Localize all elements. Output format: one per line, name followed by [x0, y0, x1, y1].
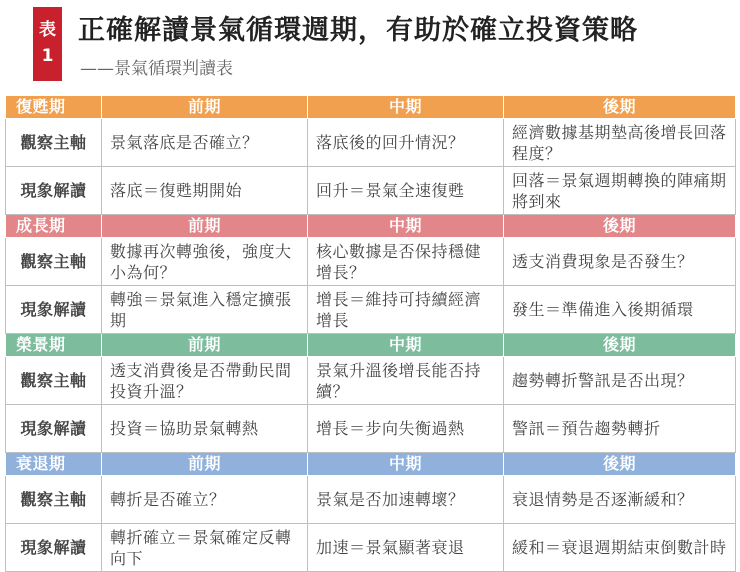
column-middle: 中期 [308, 334, 504, 357]
table-cell: 數據再次轉強後，強度大小為何？ [102, 238, 308, 286]
table-cell: 景氣升溫後增長能否持續？ [308, 357, 504, 405]
header [0, 0, 740, 92]
phase-header-row [6, 453, 736, 476]
column-middle: 中期 [308, 215, 504, 238]
phase-header-row [6, 215, 736, 238]
table-number-badge [33, 7, 62, 81]
row-label-focus: 觀察主軸 [6, 119, 102, 167]
row-label-interpret: 現象解讀 [6, 286, 102, 334]
table-row [6, 167, 736, 215]
table-row [6, 524, 736, 572]
table-cell: 增長＝維持可持續經濟增長 [308, 286, 504, 334]
table-cell: 增長＝步向失衡過熱 [308, 405, 504, 453]
table-row [6, 405, 736, 453]
table-cell: 透支消費現象是否發生？ [504, 238, 736, 286]
phase-header-row [6, 334, 736, 357]
table-cell: 轉強＝景氣進入穩定擴張期 [102, 286, 308, 334]
phase-name: 成長期 [6, 215, 102, 238]
row-label-focus: 觀察主軸 [6, 238, 102, 286]
table-row [6, 238, 736, 286]
table-cell: 景氣落底是否確立？ [102, 119, 308, 167]
row-label-interpret: 現象解讀 [6, 167, 102, 215]
table-cell: 投資＝協助景氣轉熱 [102, 405, 308, 453]
column-middle: 中期 [308, 453, 504, 476]
row-label-focus: 觀察主軸 [6, 357, 102, 405]
table-cell: 衰退情勢是否逐漸緩和？ [504, 476, 736, 524]
table-cell: 發生＝準備進入後期循環 [504, 286, 736, 334]
table-cell: 透支消費後是否帶動民間投資升溫？ [102, 357, 308, 405]
table-cell: 回落＝景氣週期轉換的陣痛期將到來 [504, 167, 736, 215]
table-cell: 景氣是否加速轉壞？ [308, 476, 504, 524]
row-label-focus: 觀察主軸 [6, 476, 102, 524]
table-cell: 趨勢轉折警訊是否出現？ [504, 357, 736, 405]
badge-label: 表 [39, 20, 56, 40]
table-cell: 核心數據是否保持穩健增長？ [308, 238, 504, 286]
table-row [6, 119, 736, 167]
phase-name: 復甦期 [6, 96, 102, 119]
column-late: 後期 [504, 96, 736, 119]
column-middle: 中期 [308, 96, 504, 119]
table-row [6, 357, 736, 405]
column-late: 後期 [504, 334, 736, 357]
table-cell: 警訊＝預告趨勢轉折 [504, 405, 736, 453]
table-cell: 轉折確立＝景氣確定反轉向下 [102, 524, 308, 572]
table-cell: 加速＝景氣顯著衰退 [308, 524, 504, 572]
row-label-interpret: 現象解讀 [6, 405, 102, 453]
page-title: 正確解讀景氣循環週期，有助於確立投資策略 [78, 15, 638, 46]
table-row [6, 476, 736, 524]
column-late: 後期 [504, 453, 736, 476]
table-cell: 落底後的回升情況？ [308, 119, 504, 167]
table-cell: 落底＝復甦期開始 [102, 167, 308, 215]
column-early: 前期 [102, 453, 308, 476]
column-late: 後期 [504, 215, 736, 238]
column-early: 前期 [102, 334, 308, 357]
table-cell: 回升＝景氣全速復甦 [308, 167, 504, 215]
page-subtitle: ——景氣循環判讀表 [80, 59, 233, 79]
phase-header-row [6, 96, 736, 119]
table-cell: 經濟數據基期墊高後增長回落程度？ [504, 119, 736, 167]
row-label-interpret: 現象解讀 [6, 524, 102, 572]
phase-name: 衰退期 [6, 453, 102, 476]
column-early: 前期 [102, 96, 308, 119]
badge-number: 1 [41, 46, 54, 66]
table-row [6, 286, 736, 334]
business-cycle-table [5, 95, 736, 572]
table-cell: 緩和＝衰退週期結束倒數計時 [504, 524, 736, 572]
table-cell: 轉折是否確立？ [102, 476, 308, 524]
phase-name: 榮景期 [6, 334, 102, 357]
column-early: 前期 [102, 215, 308, 238]
